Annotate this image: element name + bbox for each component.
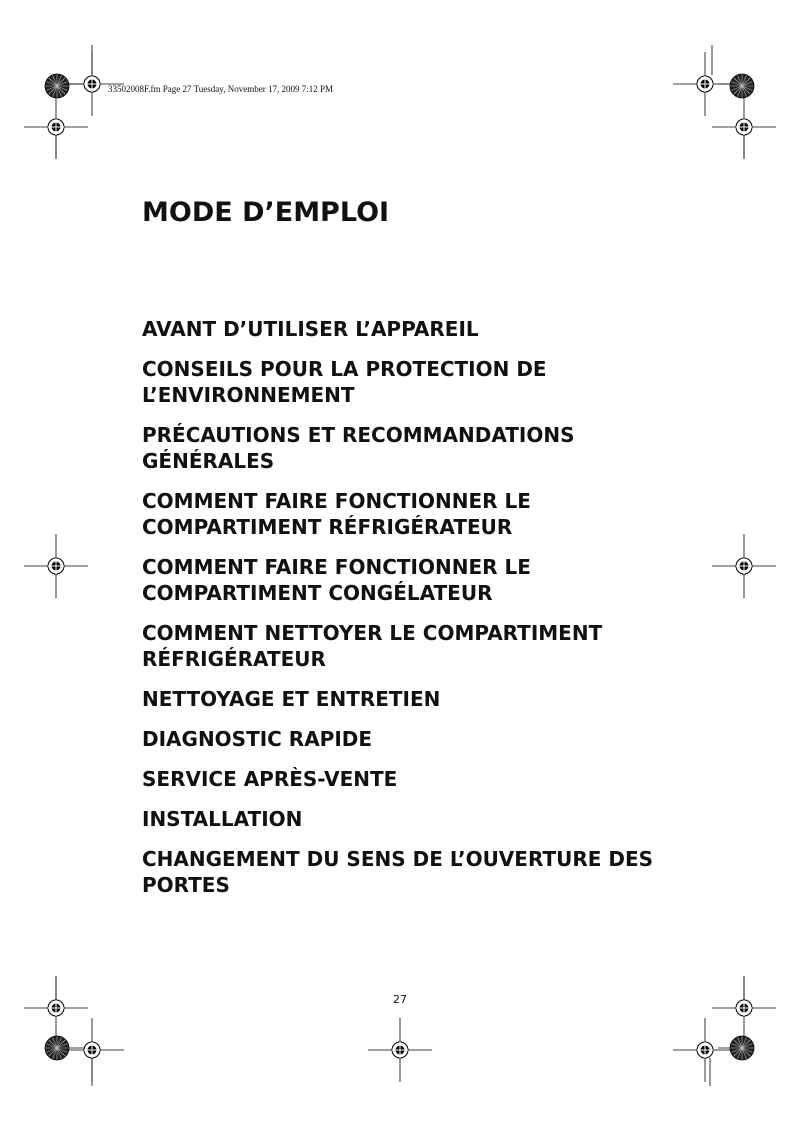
toc-item[interactable]: CONSEILS POUR LA PROTECTION DE L’ENVIRONNEMENT — [142, 357, 547, 407]
registration-target-icon — [60, 1018, 124, 1082]
toc-item[interactable]: COMMENT FAIRE FONCTIONNER LE COMPARTIMENT RÉFRIGÉRATEUR — [142, 489, 531, 539]
registration-target-icon — [673, 52, 737, 116]
registration-target-icon — [24, 95, 88, 159]
toc-item[interactable]: COMMENT NETTOYER LE COMPARTIMENT RÉFRIGÉRATEUR — [142, 621, 603, 671]
toc-item[interactable]: CHANGEMENT DU SENS DE L’OUVERTURE DES PORTES — [142, 847, 654, 897]
toc-item[interactable]: NETTOYAGE ET ENTRETIEN — [142, 687, 441, 711]
star-target-icon — [730, 74, 754, 98]
toc-item[interactable]: INSTALLATION — [142, 807, 303, 831]
toc-item[interactable]: PRÉCAUTIONS ET RECOMMANDATIONS GÉNÉRALES — [142, 423, 575, 473]
page-number: 27 — [393, 993, 407, 1006]
registration-target-icon — [673, 1018, 737, 1082]
toc-item[interactable]: SERVICE APRÈS-VENTE — [142, 767, 398, 791]
star-target-icon — [730, 1036, 754, 1060]
star-target-icon — [45, 1036, 69, 1060]
registration-target-icon — [368, 1018, 432, 1082]
file-slug: 33502008F.fm Page 27 Tuesday, November 17, 2009 7:12 PM — [108, 84, 333, 94]
registration-target-icon — [24, 534, 88, 598]
registration-target-icon — [24, 976, 88, 1040]
star-target-icon — [45, 74, 69, 98]
registration-target-icon — [712, 95, 776, 159]
toc-item[interactable]: COMMENT FAIRE FONCTIONNER LE COMPARTIMENT CONGÉLATEUR — [142, 555, 531, 605]
registration-target-icon — [712, 976, 776, 1040]
toc-item[interactable]: AVANT D’UTILISER L’APPAREIL — [142, 317, 479, 341]
toc-item[interactable]: DIAGNOSTIC RAPIDE — [142, 727, 373, 751]
table-of-contents — [142, 316, 682, 912]
page-title: MODE D’EMPLOI — [142, 197, 390, 228]
registration-target-icon — [712, 534, 776, 598]
